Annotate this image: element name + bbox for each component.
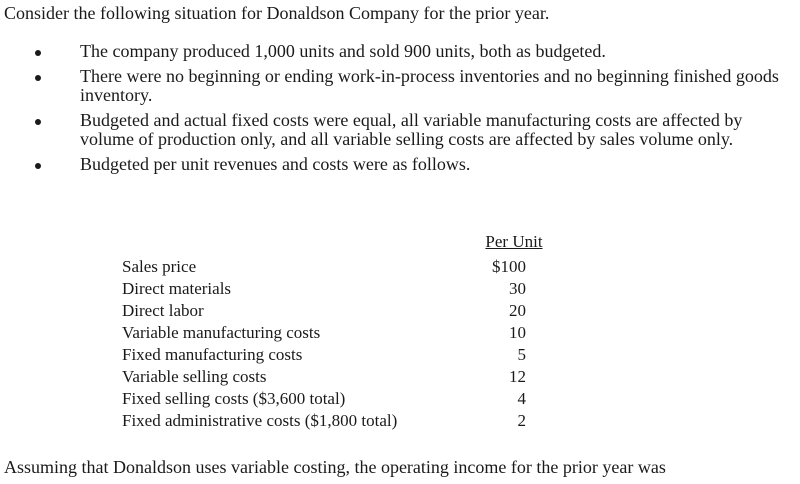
condition-list [0, 42, 800, 180]
row-label: Variable selling costs [122, 367, 267, 386]
table-row [122, 300, 562, 322]
row-value: 10 [509, 323, 526, 342]
row-value: 20 [509, 301, 526, 320]
condition-item [0, 42, 800, 61]
row-value: 30 [509, 279, 526, 298]
table-row [122, 278, 562, 300]
table-row [122, 256, 562, 278]
row-value: 4 [517, 389, 526, 408]
table-row [122, 388, 562, 410]
row-label: Fixed manufacturing costs [122, 345, 303, 364]
intro-text: Consider the following situation for Donaldson Company for the prior year. [4, 3, 550, 23]
table-row [122, 410, 562, 432]
per-unit-column-header: Per Unit [485, 232, 543, 251]
bullet-icon [35, 50, 41, 56]
condition-text: The company produced 1,000 units and sold 900 units, both as budgeted. [80, 41, 606, 61]
row-label: Direct labor [122, 301, 204, 320]
row-label: Direct materials [122, 279, 232, 298]
table-row [122, 366, 562, 388]
table-row [122, 322, 562, 344]
condition-text: Budgeted per unit revenues and costs were as follows. [80, 154, 471, 174]
row-label: Sales price [122, 257, 197, 276]
row-value: 12 [509, 367, 526, 386]
bullet-icon [35, 75, 41, 81]
row-value: 2 [517, 411, 526, 430]
condition-item [0, 111, 800, 149]
bullet-icon [35, 163, 41, 169]
row-value: 5 [517, 345, 526, 364]
condition-item [0, 67, 800, 105]
row-label: Fixed administrative costs ($1,800 total) [122, 411, 398, 430]
condition-item [0, 155, 800, 174]
table-row [122, 344, 562, 366]
row-value: $100 [492, 257, 526, 276]
condition-text: There were no beginning or ending work-in-process inventories and no beginning finished goods inventory. [80, 66, 779, 105]
bullet-icon [35, 119, 41, 125]
question-text: Assuming that Donaldson uses variable costing, the operating income for the prior year was [4, 457, 666, 477]
condition-text: Budgeted and actual fixed costs were equal, all variable manufacturing costs are affected by volume of production only, and all variable selling costs are affected by sales volume only. [80, 110, 743, 149]
row-label: Fixed selling costs ($3,600 total) [122, 389, 346, 408]
row-label: Variable manufacturing costs [122, 323, 321, 342]
